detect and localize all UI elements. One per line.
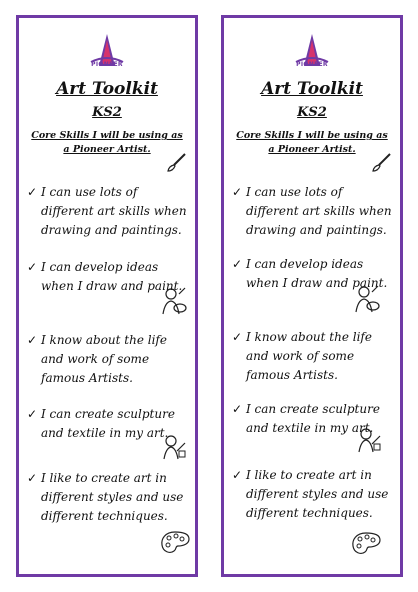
check-icon: ✓ bbox=[27, 185, 38, 199]
core-skills-heading: Core Skills I will be using as a Pioneer Artist. bbox=[236, 130, 388, 155]
palette-icon bbox=[159, 530, 191, 556]
key-stage-label: KS2 bbox=[92, 105, 122, 120]
skill-item: ✓ I know about the life and work of some famous Artists. bbox=[232, 330, 372, 382]
painter-icon bbox=[356, 426, 382, 454]
check-icon: ✓ bbox=[232, 468, 243, 482]
skill-item: ✓ I can create sculpture and textile in my art. bbox=[232, 402, 380, 435]
check-icon: ✓ bbox=[27, 333, 38, 347]
check-icon: ✓ bbox=[27, 471, 38, 485]
check-icon: ✓ bbox=[232, 402, 243, 416]
painter-icon bbox=[161, 433, 187, 461]
check-icon: ✓ bbox=[27, 260, 38, 274]
skill-item: ✓ I like to create art in different styles and use different techniques. bbox=[27, 471, 184, 523]
palette-icon bbox=[350, 531, 382, 557]
skill-item: ✓ I can use lots of different art skills when drawing and paintings. bbox=[27, 185, 187, 237]
skill-item: ✓ I can develop ideas when I draw and paint. bbox=[232, 257, 388, 290]
skill-item: ✓ I can use lots of different art skills when drawing and paintings. bbox=[232, 185, 392, 237]
skill-item: ✓ I can create sculpture and textile in my art. bbox=[27, 407, 175, 440]
skill-item: ✓ I know about the life and work of some famous Artists. bbox=[27, 333, 167, 385]
artist-icon bbox=[352, 284, 380, 314]
core-skills-heading: Core Skills I will be using as a Pioneer Artist. bbox=[31, 130, 183, 155]
logo-brand-text: PIONEER bbox=[91, 61, 123, 68]
bookmark-card-left bbox=[16, 15, 198, 577]
card-title: Art Toolkit bbox=[56, 79, 158, 99]
paintbrush-icon bbox=[165, 152, 187, 174]
bookmark-card-right bbox=[221, 15, 403, 577]
skill-item: ✓ I like to create art in different styles and use different techniques. bbox=[232, 468, 389, 520]
check-icon: ✓ bbox=[232, 257, 243, 271]
key-stage-label: KS2 bbox=[297, 105, 327, 120]
check-icon: ✓ bbox=[27, 407, 38, 421]
check-icon: ✓ bbox=[232, 330, 243, 344]
check-icon: ✓ bbox=[232, 185, 243, 199]
paintbrush-icon bbox=[370, 152, 392, 174]
card-title: Art Toolkit bbox=[261, 79, 363, 99]
logo-brand-text: PIONEER bbox=[296, 61, 328, 68]
artist-icon bbox=[159, 286, 187, 316]
skill-item: ✓ I can develop ideas when I draw and paint. bbox=[27, 260, 183, 293]
